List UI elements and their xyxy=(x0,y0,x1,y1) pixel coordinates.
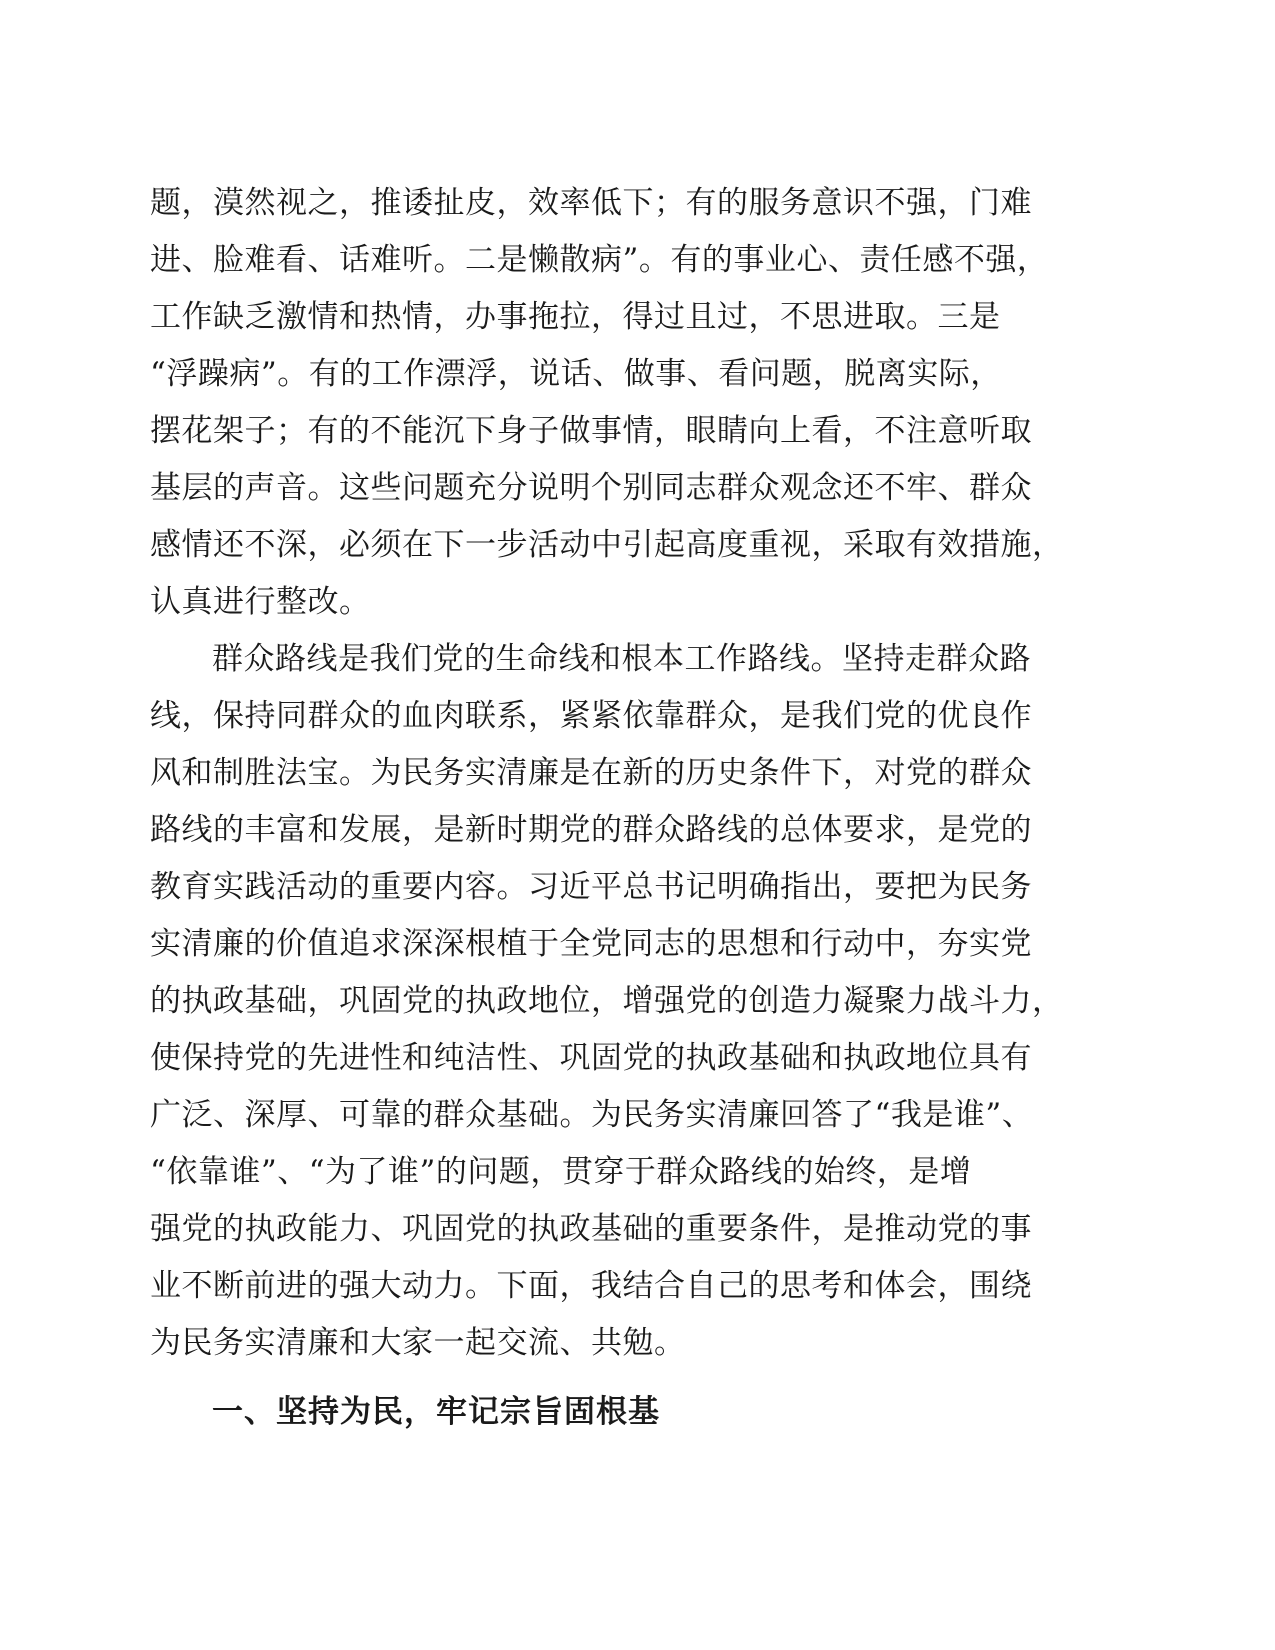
text-line: 路线的丰富和发展，是新时期党的群众路线的总体要求，是党的 xyxy=(150,812,1032,848)
text-line: 为民务实清廉和大家一起交流、共勉。 xyxy=(150,1325,686,1361)
text-line: 业不断前进的强大动力。下面，我结合自己的思考和体会，围绕 xyxy=(150,1268,1032,1304)
text-line: 摆花架子；有的不能沉下身子做事情，眼睛向上看，不注意听取 xyxy=(150,413,1032,449)
text-line: 实清廉的价值追求深深根植于全党同志的思想和行动中，夯实党 xyxy=(150,926,1032,962)
text-line: 工作缺乏激情和热情，办事拖拉，得过且过，不思进取。三是 xyxy=(150,299,1001,335)
section-heading: 一、坚持为民，牢记宗旨固根基 xyxy=(212,1394,660,1430)
text-line: 题，漠然视之，推诿扯皮，效率低下；有的服务意识不强，门难 xyxy=(150,185,1032,221)
text-line: 线，保持同群众的血肉联系，紧紧依靠群众，是我们党的优良作 xyxy=(150,698,1032,734)
text-line: 感情还不深，必须在下一步活动中引起高度重视，采取有效措施， xyxy=(150,527,1064,563)
document-body xyxy=(150,175,1130,1441)
text-line: 群众路线是我们党的生命线和根本工作路线。坚持走群众路 xyxy=(212,641,1031,677)
paragraph-2 xyxy=(150,631,1130,1372)
text-line: 进、脸难看、话难听。二是懒散病”。有的事业心、责任感不强， xyxy=(150,242,1049,278)
text-line: 基层的声音。这些问题充分说明个别同志群众观念还不牢、群众 xyxy=(150,470,1032,506)
text-line: “依靠谁”、“为了谁”的问题，贯穿于群众路线的始终，是增 xyxy=(150,1154,972,1190)
text-line: 风和制胜法宝。为民务实清廉是在新的历史条件下，对党的群众 xyxy=(150,755,1032,791)
paragraph-1 xyxy=(150,175,1130,631)
text-line: 认真进行整改。 xyxy=(150,584,371,620)
text-line: 教育实践活动的重要内容。习近平总书记明确指出，要把为民务 xyxy=(150,869,1032,905)
text-line: 强党的执政能力、巩固党的执政基础的重要条件，是推动党的事 xyxy=(150,1211,1032,1247)
text-line: 广泛、深厚、可靠的群众基础。为民务实清廉回答了“我是谁”、 xyxy=(150,1097,1034,1133)
text-line: 的执政基础，巩固党的执政地位，增强党的创造力凝聚力战斗力， xyxy=(150,983,1064,1019)
text-line: 使保持党的先进性和纯洁性、巩固党的执政基础和执政地位具有 xyxy=(150,1040,1032,1076)
text-line: “浮躁病”。有的工作漂浮，说话、做事、看问题，脱离实际， xyxy=(150,356,1002,392)
